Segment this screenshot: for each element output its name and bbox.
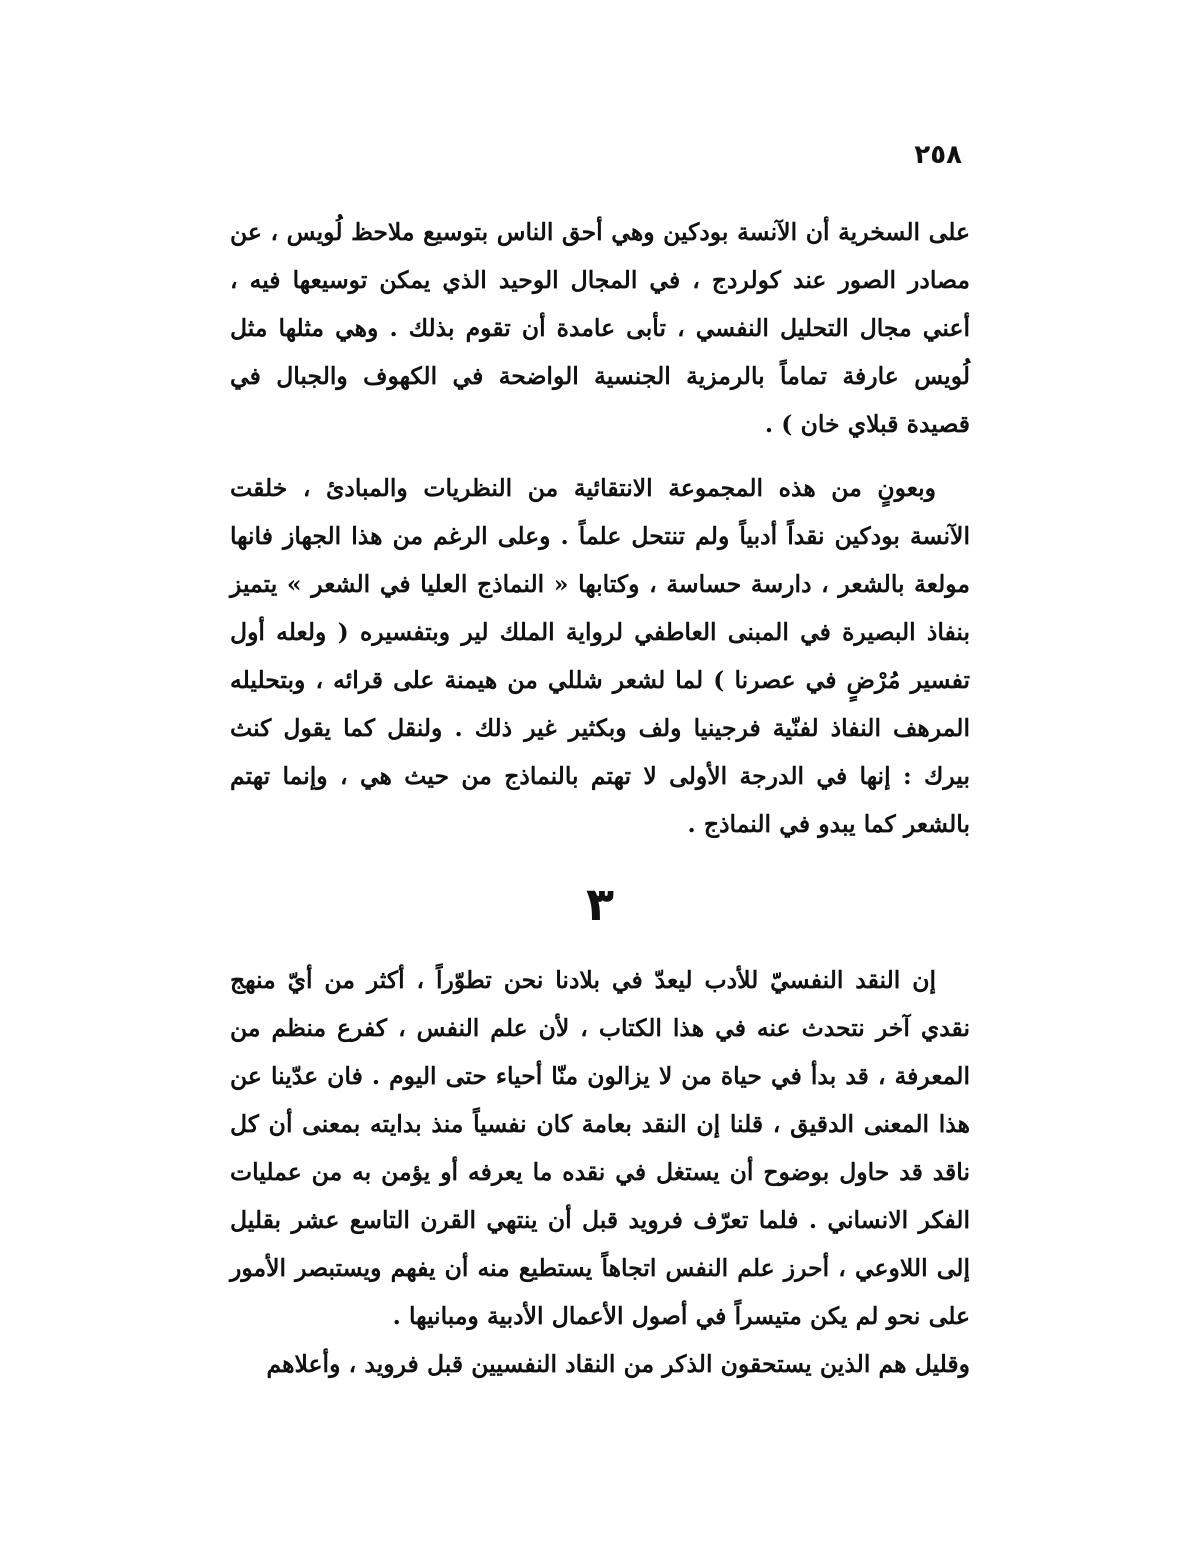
page-number: ٢٥٨ — [914, 140, 962, 170]
section-number: ٣ — [585, 877, 615, 931]
paragraph-gap — [230, 448, 970, 464]
paragraph-psychological-criticism: إن النقد النفسيّ للأدب ليعدّ في بلادنا نحن تطوّراً ، أكثر من أيّ منهج نقدي آخر نتحدث عنه في هذا الكتاب ، لأن علم النفس ، كفرع منظم من المعرفة ، قد بدأ في حياة من لا يزالون منّا أحياء حتى اليوم . فان عدّينا عن هذا المعنى الدقيق ، قلنا إن النقد بعامة كان نفسياً منذ بدايته بمعنى أن كل ناقد قد حاول بوضوح أن يستغل في نقده ما يعرفه أو يؤمن به من عمليات الفكر الانساني . فلما تعرّف فرويد قبل أن ينتهي القرن التاسع عشر بقليل إلى اللاوعي ، أحرز علم النفس اتجاهاً يستطيع منه أن يفهم ويستبصر الأمور على نحو لم يكن متيسراً في أصول الأعمال الأدبية ومبانيها . — [230, 966, 970, 1330]
paragraph-critics-before-freud: وقليل هم الذين يستحقون الذكر من النقاد النفسيين قبل فرويد ، وأعلاهم — [266, 1350, 970, 1378]
paragraph-continued: على السخرية أن الآنسة بودكين وهي أحق الناس بتوسيع ملاحظ لُويس ، عن مصادر الصور عند كولردج ، في المجال الوحيد الذي يمكن توسيعها فيه ، أعني مجال التحليل النفسي ، تأبى عامدة أن تقوم بذلك . وهي مثلها مثل لُويس عارفة تماماً بالرمزية الجنسية الواضحة في الكهوف والجبال في قصيدة قبلاي خان ) . — [230, 218, 970, 438]
page-body — [230, 208, 970, 1388]
paragraph-bodkin: وبعونٍ من هذه المجموعة الانتقائية من النظريات والمبادئ ، خلقت الآنسة بودكين نقداً أدبياً ولم تنتحل علماً . وعلى الرغم من هذا الجهاز فانها مولعة بالشعر ، دارسة حساسة ، وكتابها « النماذج العليا في الشعر » يتميز بنفاذ البصيرة في المبنى العاطفي لرواية الملك لير وبتفسيره ( ولعله أول تفسير مُرْضٍ في عصرنا ) لما لشعر شللي من هيمنة على قرائه ، وبتحليله المرهف النفاذ لفنّية فرجينيا ولف وبكثير غير ذلك . ولنقل كما يقول كنث بيرك : إنها في الدرجة الأولى لا تهتم بالنماذج من حيث هي ، وإنما تهتم بالشعر كما يبدو في النماذج . — [230, 474, 970, 838]
